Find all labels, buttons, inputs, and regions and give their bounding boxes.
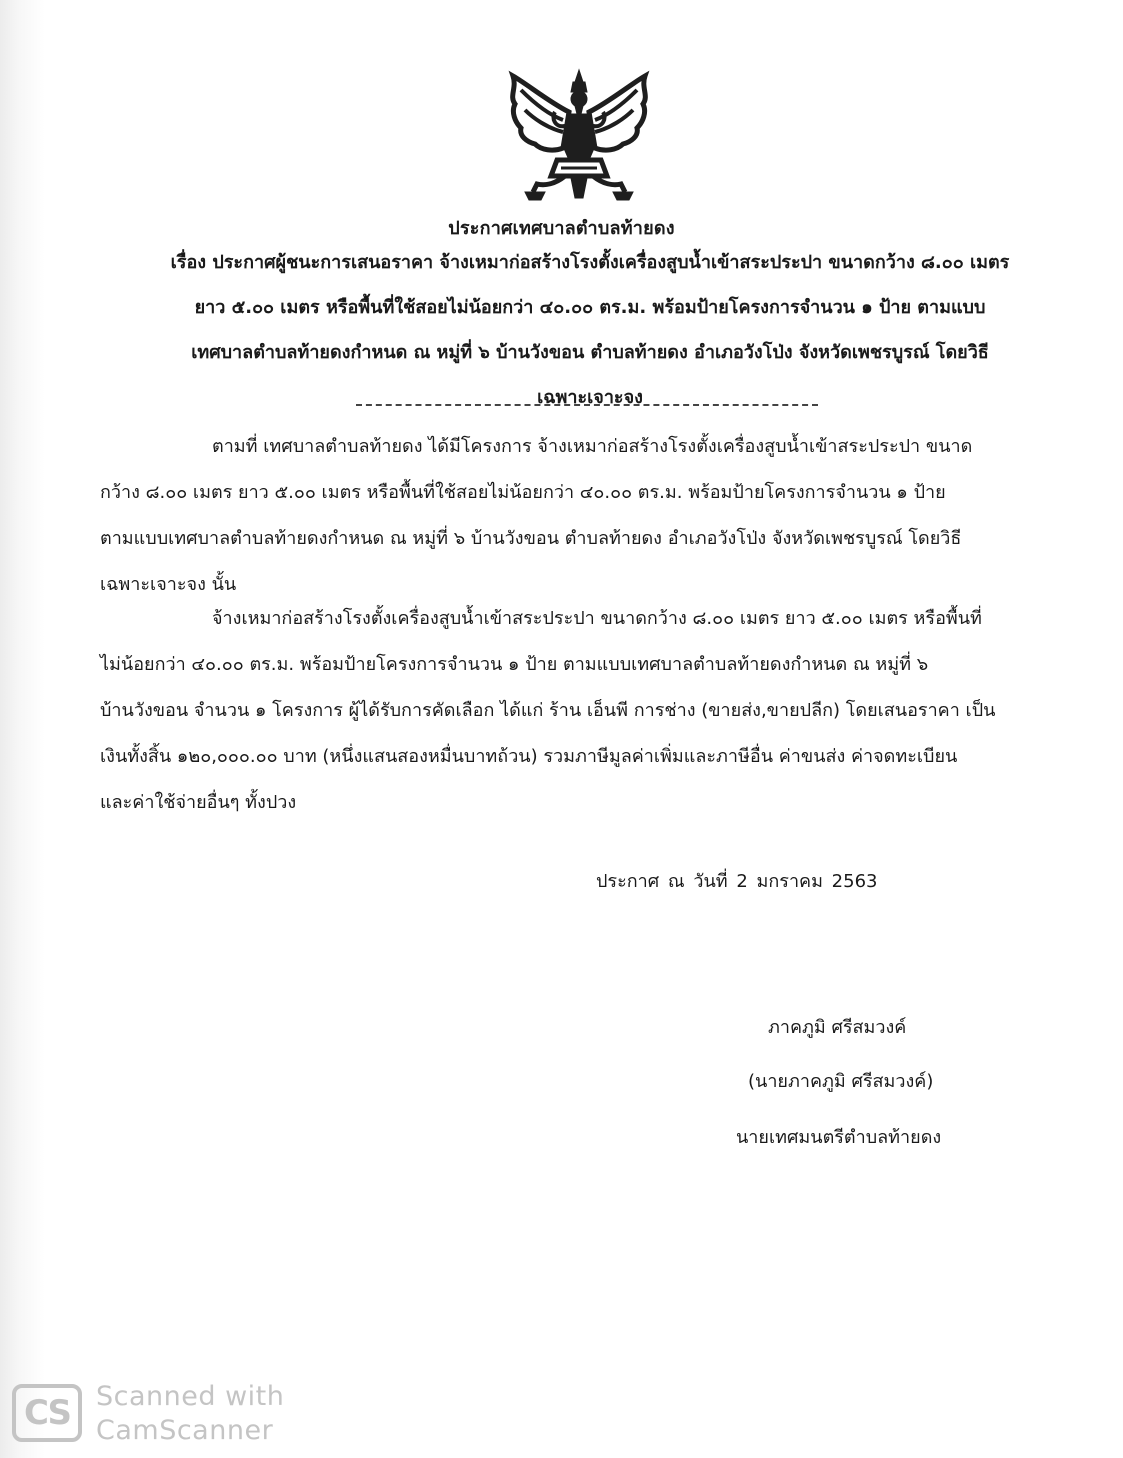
paragraph-line: ตามที่ เทศบาลตำบลท้ายดง ได้มีโครงการ จ้างเหมาก่อสร้างโรงตั้งเครื่องสูบน้ำเข้าสระประปา ขนาด bbox=[212, 436, 973, 457]
announcement-date: ประกาศ ณ วันที่ 2 มกราคม 2563 bbox=[596, 871, 878, 892]
subject-line: เรื่อง ประกาศผู้ชนะการเสนอราคา จ้างเหมาก่อสร้างโรงตั้งเครื่องสูบน้ำเข้าสระประปา ขนาดกว้าง ๘.๐๐ เมตร bbox=[170, 252, 1010, 273]
paragraph-line: ตามแบบเทศบาลตำบลท้ายดงกำหนด ณ หมู่ที่ ๖ บ้านวังขอน ตำบลท้ายดง อำเภอวังโป่ง จังหวัดเพชรบูรณ์ โดยวิธี bbox=[100, 528, 962, 549]
paragraph-winner bbox=[100, 596, 1095, 826]
document-title: ประกาศเทศบาลตำบลท้ายดง bbox=[448, 218, 675, 239]
camscanner-watermark bbox=[12, 1380, 312, 1452]
subject-line: เทศบาลตำบลท้ายดงกำหนด ณ หมู่ที่ ๖ บ้านวังขอน ตำบลท้ายดง อำเภอวังโป่ง จังหวัดเพชรบูรณ์ โดยวิธี bbox=[191, 342, 989, 363]
paragraph-line: ไม่น้อยกว่า ๔๐.๐๐ ตร.ม. พร้อมป้ายโครงการจำนวน ๑ ป้าย ตามแบบเทศบาลตำบลท้ายดงกำหนด ณ หมู่ที่ ๖ bbox=[100, 654, 929, 675]
signature-name: ภาคภูมิ ศรีสมวงค์ bbox=[768, 1017, 907, 1038]
paragraph-line: เงินทั้งสิ้น ๑๒๐,๐๐๐.๐๐ บาท (หนึ่งแสนสองหมื่นบาทถ้วน) รวมภาษีมูลค่าเพิ่มและภาษีอื่น ค่าขนส่ง ค่าจดทะเบียน bbox=[100, 746, 958, 767]
paragraph-line: เฉพาะเจาะจง นั้น bbox=[100, 574, 237, 595]
subject-line: เฉพาะเจาะจง bbox=[537, 387, 643, 408]
garuda-emblem-icon bbox=[505, 68, 653, 206]
paragraph-line: บ้านวังขอน จำนวน ๑ โครงการ ผู้ได้รับการคัดเลือก ได้แก่ ร้าน เอ็นพี การช่าง (ขายส่ง,ขายปลีก) โดยเสนอราคา เป็น bbox=[100, 700, 996, 721]
paragraph-line: กว้าง ๘.๐๐ เมตร ยาว ๕.๐๐ เมตร หรือพื้นที่ใช้สอยไม่น้อยกว่า ๔๐.๐๐ ตร.ม. พร้อมป้ายโครงการจำนวน ๑ ป้าย bbox=[100, 482, 946, 503]
paragraph-intro bbox=[100, 424, 1095, 608]
watermark-line: CamScanner bbox=[96, 1415, 274, 1446]
subject-line: ยาว ๕.๐๐ เมตร หรือพื้นที่ใช้สอยไม่น้อยกว่า ๔๐.๐๐ ตร.ม. พร้อมป้ายโครงการจำนวน ๑ ป้าย ตามแบบ bbox=[194, 297, 986, 318]
document-subject bbox=[95, 240, 1085, 420]
paragraph-line: จ้างเหมาก่อสร้างโรงตั้งเครื่องสูบน้ำเข้าสระประปา ขนาดกว้าง ๘.๐๐ เมตร ยาว ๕.๐๐ เมตร หรือพื้นที่ bbox=[212, 608, 982, 629]
signatory-position: นายเทศมนตรีตำบลท้ายดง bbox=[736, 1127, 942, 1148]
separator-line bbox=[356, 404, 818, 406]
signatory-full-name: (นายภาคภูมิ ศรีสมวงค์) bbox=[748, 1071, 934, 1092]
watermark-text bbox=[96, 1380, 284, 1448]
paragraph-line: และค่าใช้จ่ายอื่นๆ ทั้งปวง bbox=[100, 792, 297, 813]
watermark-line: Scanned with bbox=[96, 1381, 285, 1412]
camscanner-logo-icon: CS bbox=[12, 1384, 82, 1442]
